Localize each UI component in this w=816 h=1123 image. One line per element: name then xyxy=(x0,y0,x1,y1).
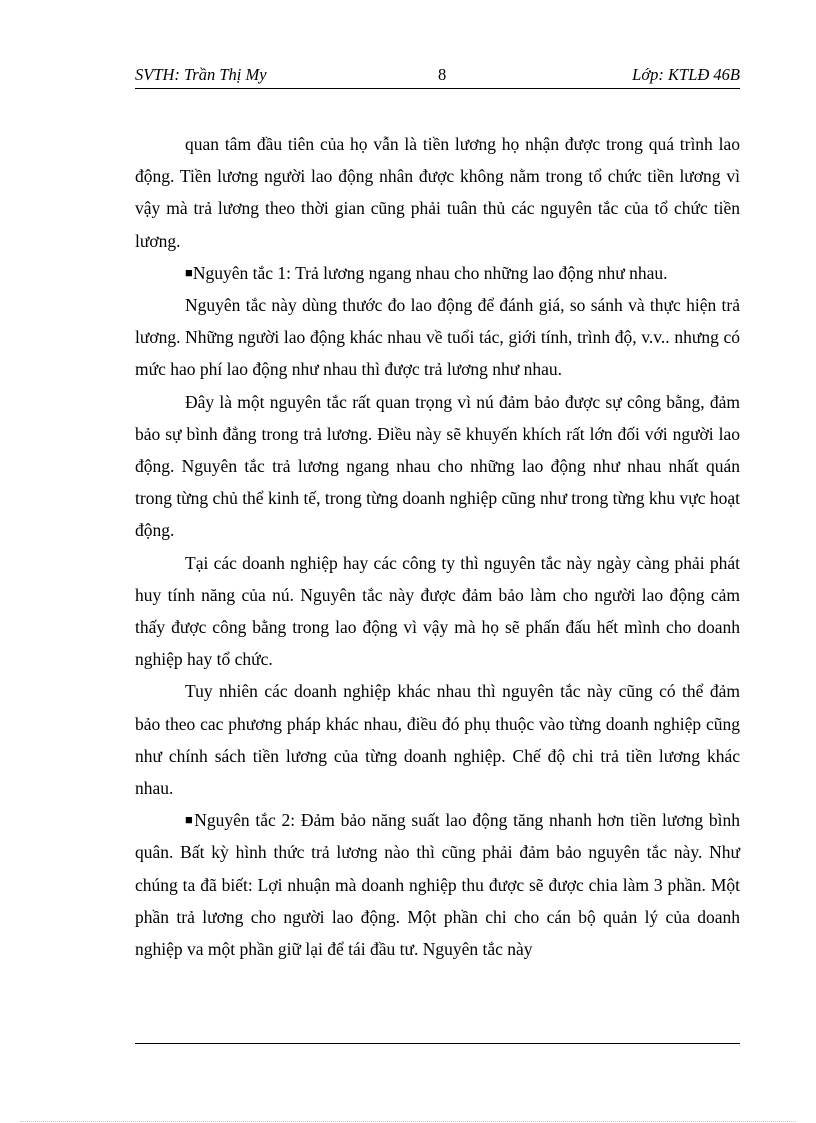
footer-divider xyxy=(135,1043,740,1044)
paragraph-text: Tại các doanh nghiệp hay các công ty thì nguyên tắc này ngày càng phải phát huy tính năng của nú. Nguyên tắc này được đảm bảo làm cho người lao động cảm thấy được công bằng trong lao động vì vậy mà họ sẽ phấn đấu hết mình cho doanh nghiệp hay tổ chức. xyxy=(135,552,740,670)
header-student-name: SVTH: Trần Thị My xyxy=(135,65,267,84)
paragraph-principle-1-desc xyxy=(135,289,740,386)
paragraph-text: Nguyên tắc 1: Trả lương ngang nhau cho những lao động như nhau. xyxy=(192,262,668,283)
header-class-name: Lớp: KTLĐ 46B xyxy=(632,65,740,84)
paragraph-principle-2 xyxy=(135,804,740,965)
header-page-number: 8 xyxy=(438,65,447,84)
paragraph-continuation xyxy=(135,128,740,257)
paragraph-principle-1 xyxy=(135,257,740,289)
document-body xyxy=(135,128,740,965)
bullet-square-icon: ■ xyxy=(185,264,193,280)
paragraph-importance xyxy=(135,386,740,547)
paragraph-text: Đây là một nguyên tắc rất quan trọng vì nú đảm bảo được sự công bằng, đảm bảo sự bình đẳng trong trả lương. Điều này sẽ khuyến khích rất lớn đối với người lao động. Nguyên tắc trả lương ngang nhau cho những lao động như nhau nhất quán trong từng chủ thể kinh tế, trong từng doanh nghiệp cũng như trong từng khu vực hoạt động. xyxy=(135,391,740,541)
paragraph-companies xyxy=(135,547,740,676)
paragraph-text: Tuy nhiên các doanh nghiệp khác nhau thì nguyên tắc này cũng có thể đảm bảo theo cac phương pháp khác nhau, điều đó phụ thuộc vào từng doanh nghiệp cũng như chính sách tiền lương của từng doanh nghiệp. Chế độ chi trả tiền lương khác nhau. xyxy=(135,681,740,799)
page-bottom-edge xyxy=(20,1121,796,1122)
paragraph-text: Nguyên tắc 2: Đảm bảo năng suất lao động tăng nhanh hơn tiền lương bình quân. Bất kỳ hình thức trả lương nào thì cũng phải đảm bảo nguyên tắc này. Như chúng ta đã biết: Lợi nhuận mà doanh nghiệp thu được sẽ được chia làm 3 phần. Một phần trả lương cho người lao động. Một phần chi cho cán bộ quản lý của doanh nghiệp va một phần giữ lại để tái đầu tư. Nguyên tắc này xyxy=(135,810,740,960)
paragraph-methods xyxy=(135,675,740,804)
page-header xyxy=(135,64,740,89)
bullet-square-icon: ■ xyxy=(185,812,195,828)
paragraph-text: Nguyên tắc này dùng thước đo lao động để đánh giá, so sánh và thực hiện trả lương. Những người lao động khác nhau về tuổi tác, giới tính, trình độ, v.v.. nhưng có mức hao phí lao động như nhau thì được trả lương như nhau. xyxy=(135,295,740,380)
paragraph-text: quan tâm đầu tiên của họ vẫn là tiền lương họ nhận được trong quá trình lao động. Tiền lương người lao động nhân được không nằm trong tổ chức tiền lương vì vậy mà trả lương theo thời gian cũng phải tuân thủ các nguyên tắc của tổ chức tiền lương. xyxy=(135,134,740,251)
